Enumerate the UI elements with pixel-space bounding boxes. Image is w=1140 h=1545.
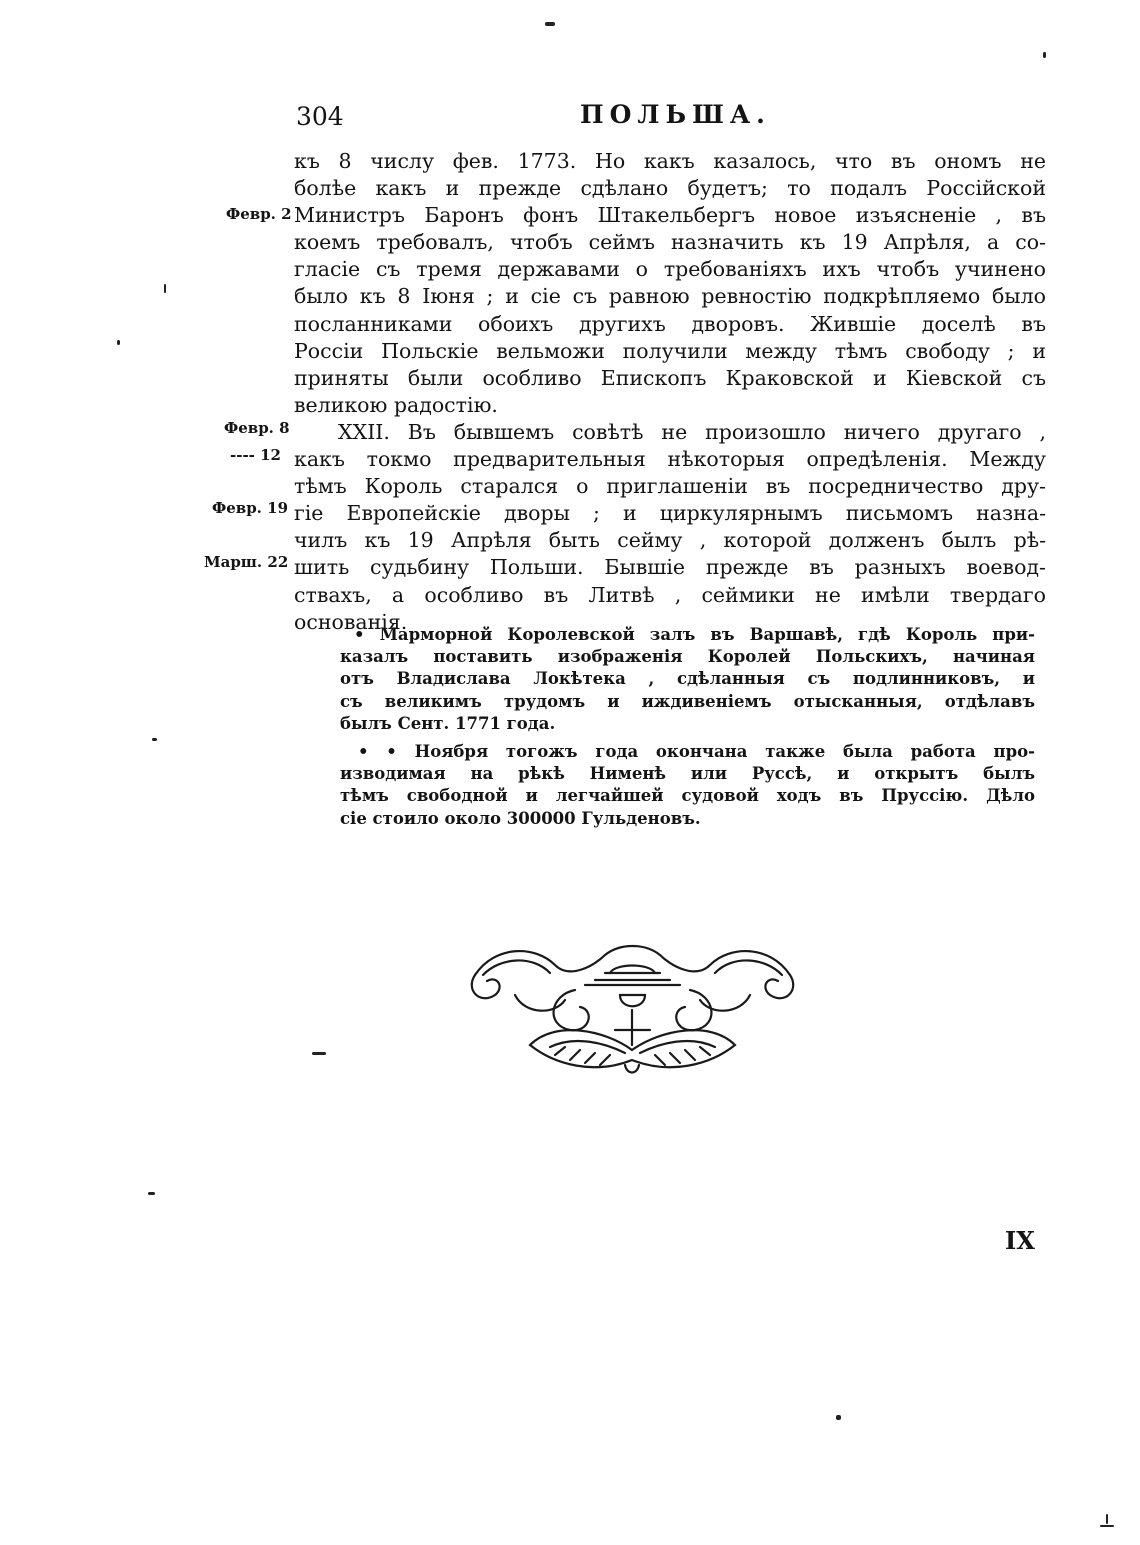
text-line: приняты были особливо Епископъ Краковской и Кіевской съ <box>294 365 1046 390</box>
margin-note: ---- 12 <box>230 446 281 464</box>
footnote-line: • • Ноября тогожъ года окончана также была работа про- <box>358 741 1035 761</box>
footnote-line: сіе стоило около 300000 Гульденовъ. <box>340 808 701 828</box>
footnote-2 <box>340 741 1035 830</box>
page-number: 304 <box>296 102 344 131</box>
text-line: чилъ къ 19 Апрѣля быть сейму , которой долженъ былъ рѣ- <box>294 528 1046 553</box>
ornament-icon <box>455 935 810 1085</box>
margin-note: Февр. 2 <box>226 205 292 223</box>
text-line: болѣе какъ и прежде сдѣлано будетъ; то подалъ Россійской <box>294 176 1046 201</box>
running-title: ПОЛЬША. <box>580 100 771 129</box>
footnote-line: отъ Владислава Локѣтека , сдѣланныя съ подлинниковъ, и <box>340 669 1035 689</box>
footnote-line: былъ Сент. 1771 года. <box>340 713 556 733</box>
text-line: великою радостію. <box>294 392 498 417</box>
signature-mark: IX <box>1005 1226 1035 1255</box>
footnote-line: изводимая на рѣкѣ Нименѣ или Руссѣ, и открытъ былъ <box>340 764 1035 784</box>
footnote-line: тѣмъ свободной и легчайшей судовой ходъ въ Пруссію. Дѣло <box>340 786 1035 806</box>
margin-note: Февр. 19 <box>212 499 289 517</box>
text-line: гласіе съ тремя державами о требованіяхъ ихъ чтобъ учинено <box>294 257 1046 282</box>
text-line: Россіи Польскіе вельможи получили между тѣмъ свободу ; и <box>294 338 1046 363</box>
text-line: какъ токмо предварительныя нѣкоторыя опредѣленія. Между <box>294 447 1046 472</box>
text-line: ствахъ, а особливо въ Литвѣ , сеймики не имѣли твердаго <box>294 582 1046 607</box>
footnote-line: казалъ поставить изображенія Королей Польскихъ, начиная <box>340 647 1035 667</box>
text-line: Министръ Баронъ фонъ Штакельбергъ новое изъясненіе , въ <box>294 203 1046 228</box>
text-line: основанія. <box>294 609 408 634</box>
text-line: къ 8 числу фев. 1773. Но какъ казалось, что въ ономъ не <box>294 149 1046 173</box>
margin-note: Февр. 8 <box>224 419 290 437</box>
paragraph-start-line: XXII. Въ бывшемъ совѣтѣ не произошло ничего другаго , <box>338 419 1046 444</box>
page-header <box>290 96 1050 136</box>
text-line: гіе Европейскіе дворы ; и циркулярнымъ письмомъ назна- <box>294 501 1046 526</box>
text-line: коемъ требовалъ, чтобъ сеймъ назначить къ 19 Апрѣля, а со- <box>294 230 1046 255</box>
footnote-1 <box>340 624 1035 735</box>
text-line: посланниками обоихъ другихъ дворовъ. Жившіе доселѣ въ <box>294 311 1046 336</box>
footnotes <box>340 624 1035 830</box>
footnote-line: съ великимъ трудомъ и иждивеніемъ отысканныя, отдѣлавъ <box>340 691 1035 711</box>
main-text <box>294 148 1046 636</box>
footnote-line: • Марморной Королевской залъ въ Варшавѣ, гдѣ Король при- <box>354 625 1035 644</box>
text-line: было къ 8 Іюня ; и сіе съ равною ревностію подкрѣпляемо было <box>294 284 1046 309</box>
text-line: шить судьбину Польши. Бывшіе прежде въ разныхъ воевод- <box>294 555 1046 580</box>
text-line: тѣмъ Король старался о приглашеніи въ посредничество дру- <box>294 474 1046 499</box>
margin-note: Марш. 22 <box>204 553 289 571</box>
